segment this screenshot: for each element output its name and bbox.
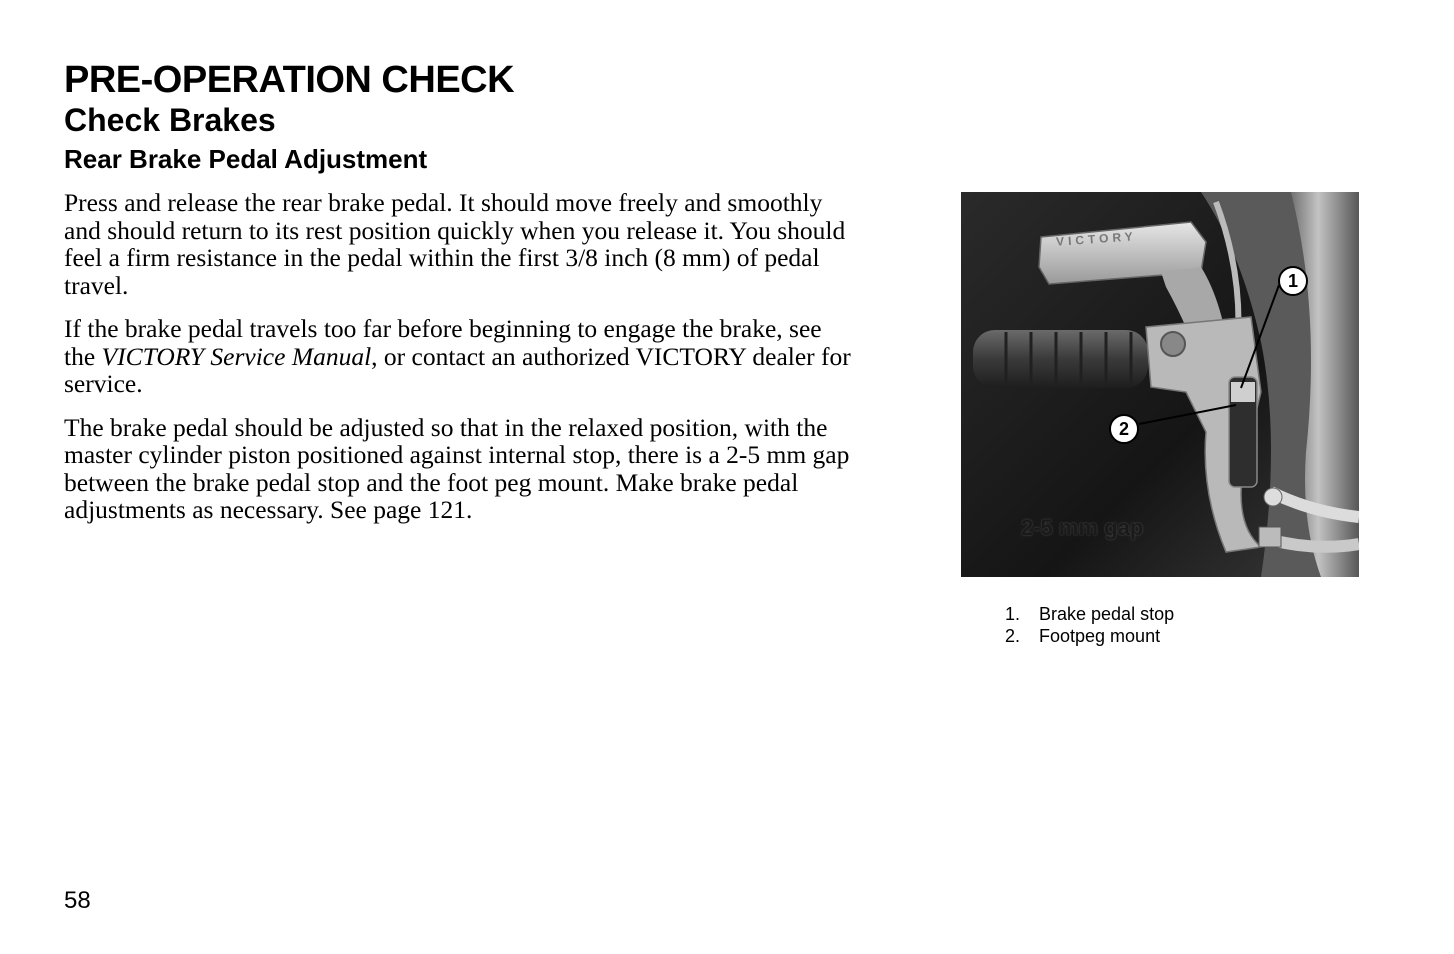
page-title: PRE-OPERATION CHECK <box>64 59 515 101</box>
legend-label: Brake pedal stop <box>1039 604 1175 624</box>
subsection-title: Rear Brake Pedal Adjustment <box>64 144 428 174</box>
paragraph-service <box>64 315 854 398</box>
legend-item <box>1005 625 1174 647</box>
legend-number: 1. <box>1005 604 1021 624</box>
footpeg-grip <box>973 330 1148 388</box>
paragraph-service-end: , or contact an authorized VICTORY dealer for service. <box>64 341 851 398</box>
paragraph-service-intro: If the brake pedal travels too far before beginning to engage the brake, see the <box>64 314 822 371</box>
legend-number: 2. <box>1005 626 1021 646</box>
pedal-brand-text: VICTORY <box>1055 229 1138 249</box>
gap-label: 2-5 mm gap <box>1021 515 1144 540</box>
callout-1: 1 <box>1278 266 1308 296</box>
page-number: 58 <box>64 887 91 914</box>
paragraph-adjustment: The brake pedal should be adjusted so that in the relaxed position, with the master cylinder piston positioned against internal stop, there is a 2-5 mm gap between the brake pedal stop and the foot peg mount. Make brake pedal adjustments as necessary. See page 121. <box>64 412 850 524</box>
paragraph-pedal-check: Press and release the rear brake pedal. It should move freely and smoothly and should return to its rest position quickly when you release it. You should feel a firm resistance in the pedal within the first 3/8 inch (8 mm) of pedal travel. <box>64 188 846 300</box>
legend-item <box>1005 603 1174 625</box>
legend-label: Footpeg mount <box>1039 626 1161 646</box>
body-text <box>64 189 854 540</box>
figure-legend <box>1005 603 1174 647</box>
brake-pedal-photo <box>961 192 1359 577</box>
callout-2: 2 <box>1109 414 1139 444</box>
fitting-lower <box>1259 527 1281 547</box>
service-manual-title: VICTORY Service Manual <box>101 341 372 371</box>
pivot-bolt <box>1161 332 1185 356</box>
fitting-upper <box>1264 488 1282 506</box>
section-title: Check Brakes <box>64 102 276 138</box>
